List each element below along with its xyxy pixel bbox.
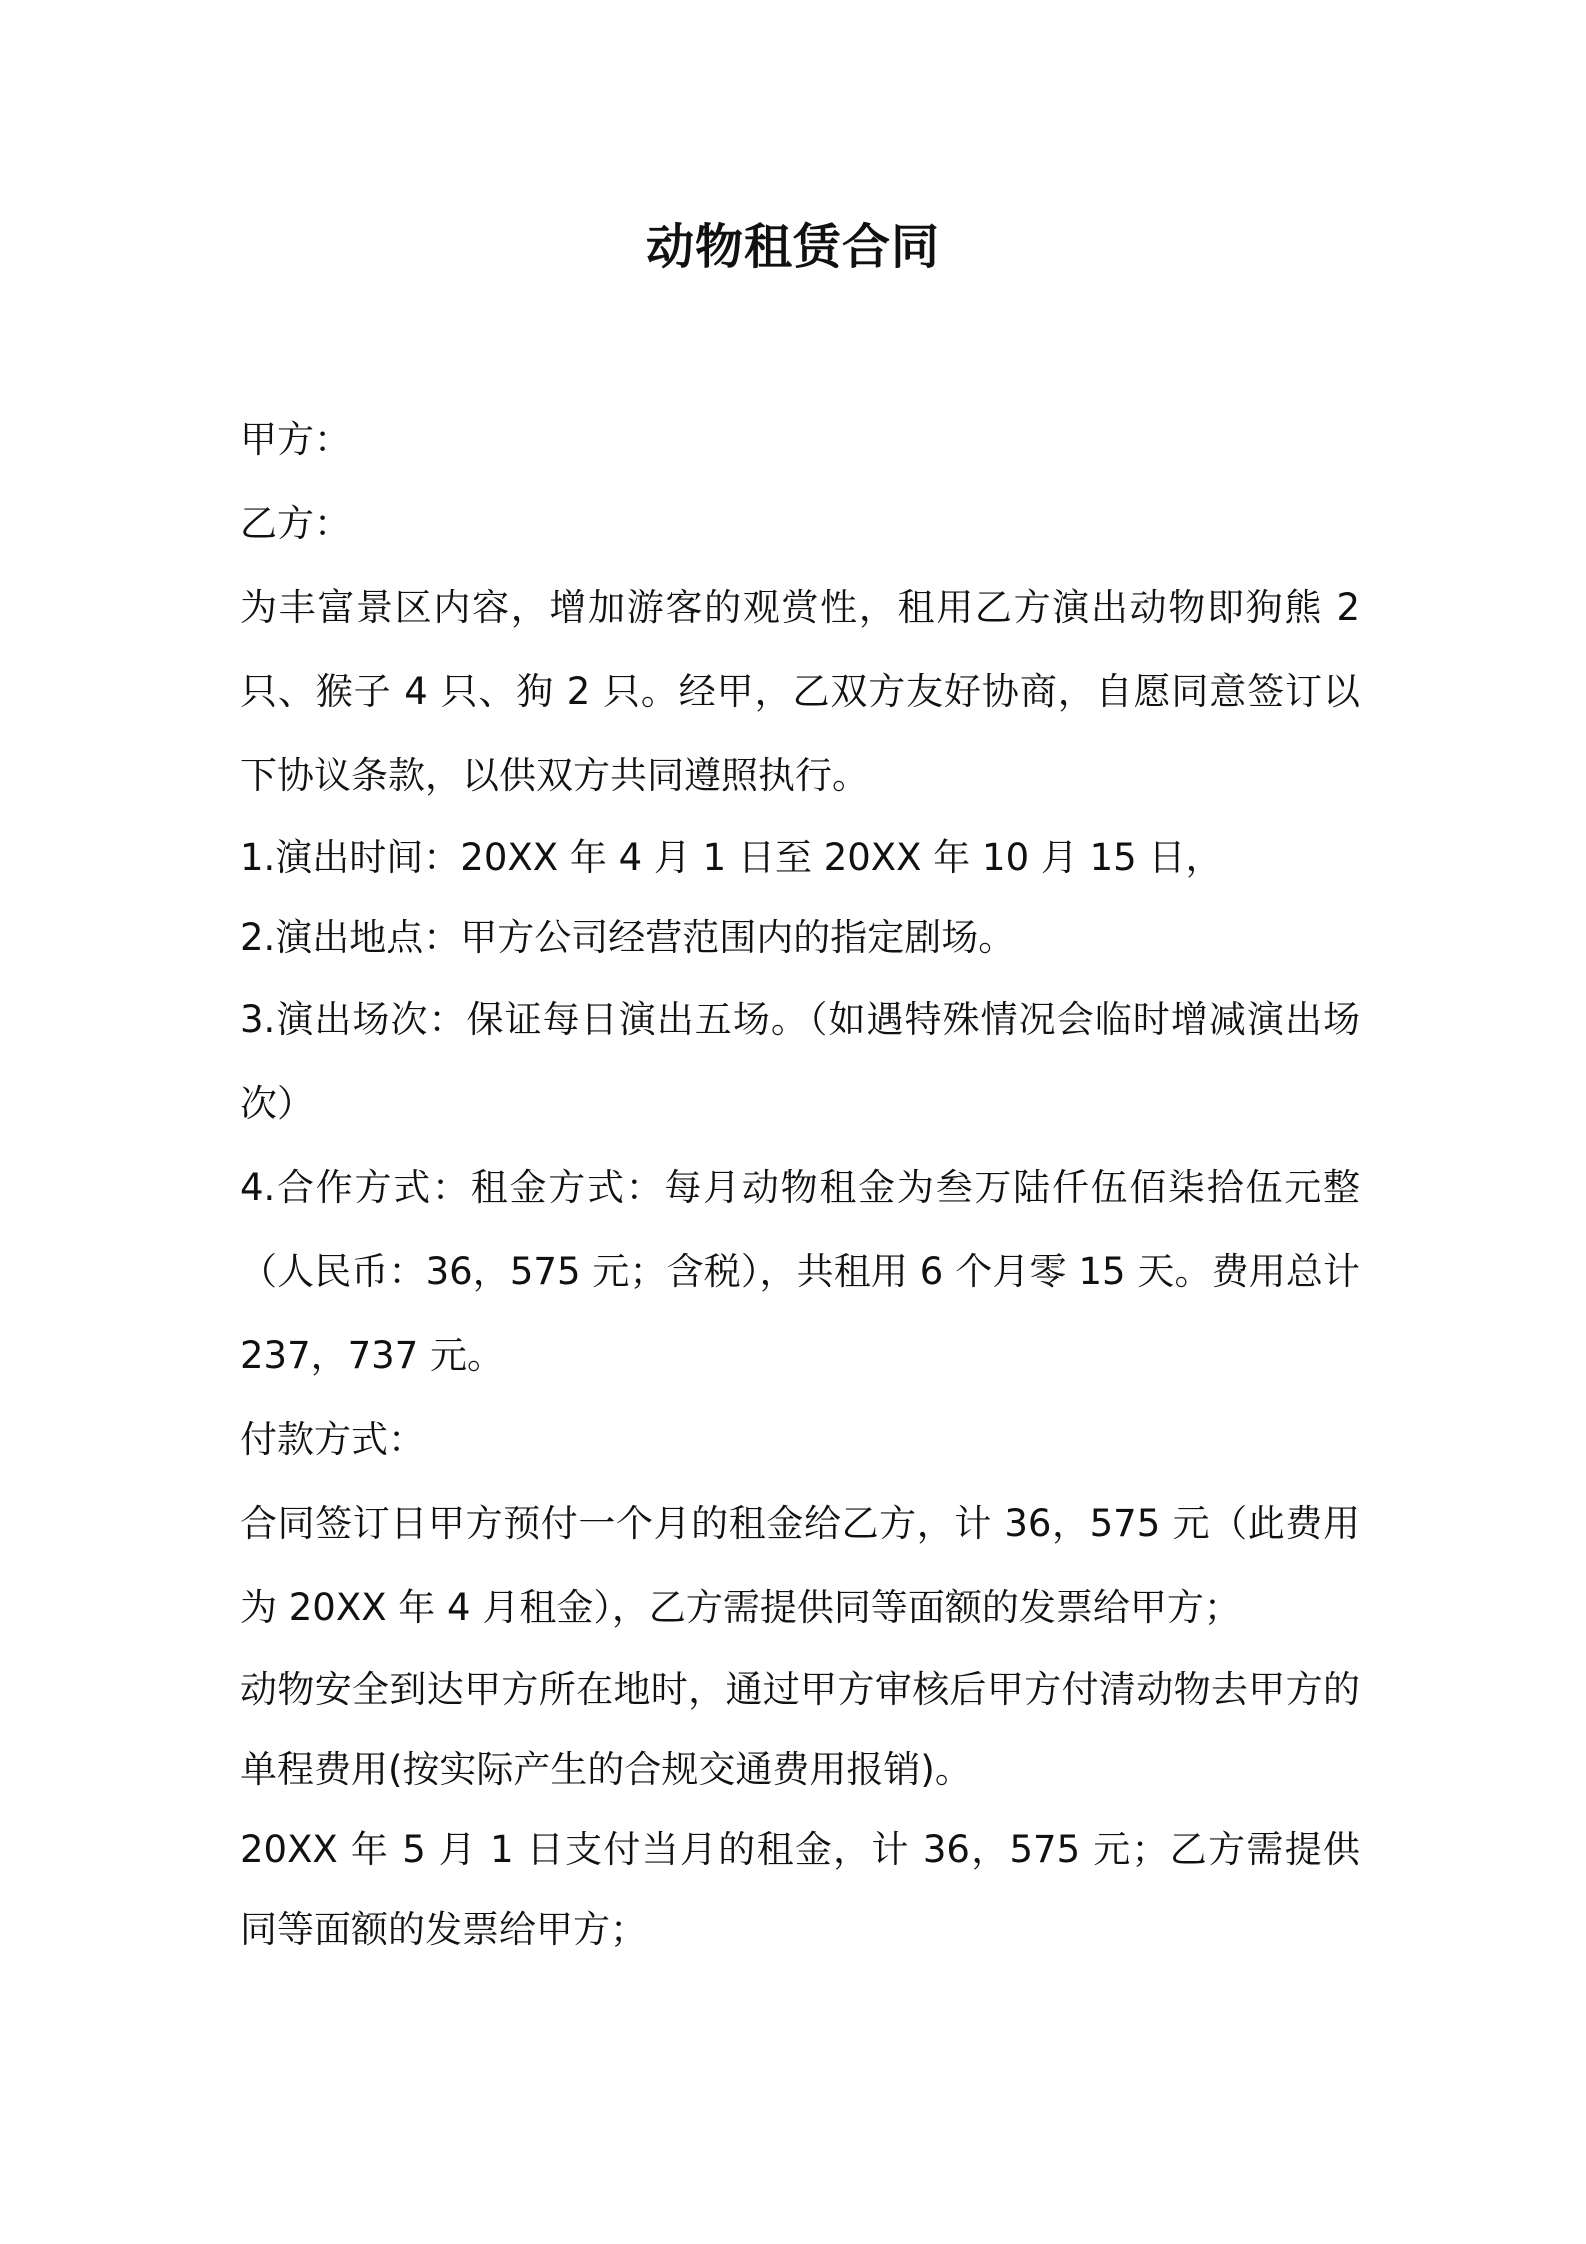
payment-method-heading: 付款方式： xyxy=(240,1418,425,1461)
clause-performance-sessions: 3.演出场次：保证每日演出五场。（如遇特殊情况会临时增减演出场次） xyxy=(240,998,1360,1125)
party-a-label: 甲方： xyxy=(240,418,351,461)
document-body xyxy=(240,398,1360,1970)
clause-cooperation-method: 4.合作方式：租金方式：每月动物租金为叁万陆仟伍佰柒拾伍元整（人民币：36，575 元；含税），共租用 6 个月零 15 天。费用总计 237，737 元。 xyxy=(240,1166,1360,1377)
payment-item-1: 合同签订日甲方预付一个月的租金给乙方，计 36，575 元（此费用为 20XX 年 4 月租金），乙方需提供同等面额的发票给甲方； xyxy=(240,1502,1360,1629)
payment-item-3: 20XX 年 5 月 1 日支付当月的租金，计 36，575 元；乙方需提供同等面额的发票给甲方； xyxy=(240,1828,1360,1951)
document-title: 动物租赁合同 xyxy=(645,219,940,275)
clause-performance-time: 1.演出时间：20XX 年 4 月 1 日至 20XX 年 10 月 15 日， xyxy=(240,836,1223,879)
party-b-label: 乙方： xyxy=(240,502,351,545)
payment-item-2: 动物安全到达甲方所在地时，通过甲方审核后甲方付清动物去甲方的单程费用(按实际产生的合规交通费用报销)。 xyxy=(240,1668,1360,1791)
intro-paragraph: 为丰富景区内容，增加游客的观赏性，租用乙方演出动物即狗熊 2 只、猴子 4 只、狗 2 只。经甲，乙双方友好协商，自愿同意签订以下协议条款，以供双方共同遵照执行。 xyxy=(240,586,1360,797)
clause-performance-location: 2.演出地点：甲方公司经营范围内的指定剧场。 xyxy=(240,916,1016,959)
